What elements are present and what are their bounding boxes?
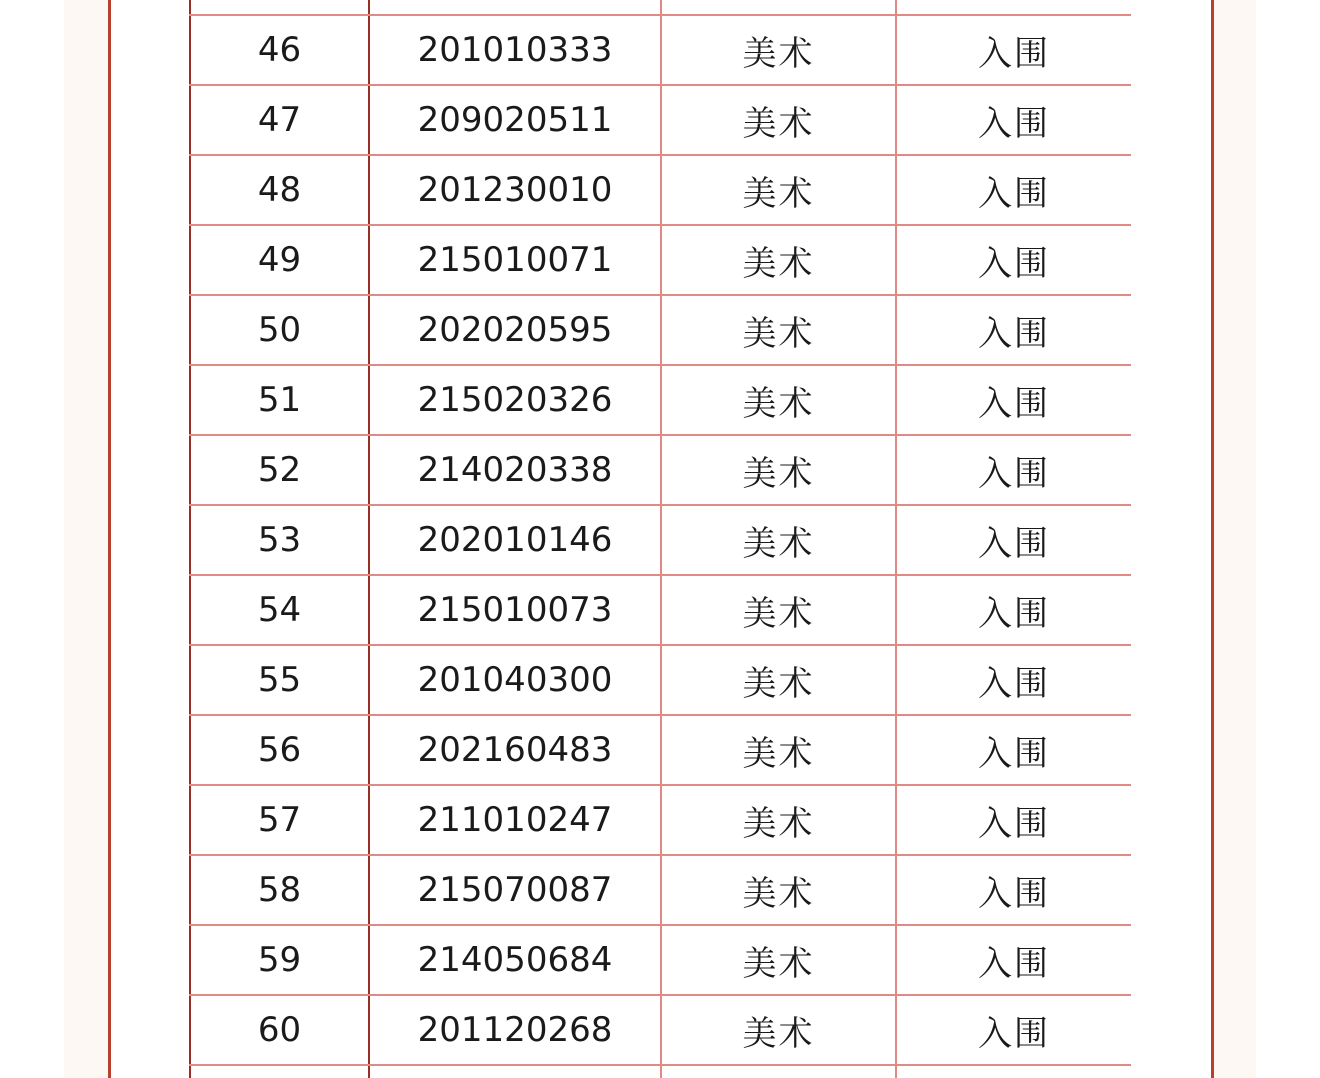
row-number-cell: 56 <box>190 715 369 785</box>
candidate-id-cell: 215020326 <box>369 365 661 435</box>
result-cell: 入围 <box>896 925 1131 995</box>
table-row <box>190 225 1131 295</box>
result-cell: 入围 <box>896 225 1131 295</box>
result-cell: 入围 <box>896 785 1131 855</box>
candidate-id-cell: 201120268 <box>369 995 661 1065</box>
subject-cell: 美术 <box>661 785 896 855</box>
subject-cell: 美术 <box>661 225 896 295</box>
table-row <box>190 85 1131 155</box>
table-row <box>190 295 1131 365</box>
candidate-id-cell <box>369 0 661 15</box>
row-number-cell: 46 <box>190 15 369 85</box>
row-number-cell: 53 <box>190 505 369 575</box>
row-number-cell: 52 <box>190 435 369 505</box>
result-cell: 入围 <box>896 855 1131 925</box>
candidate-id-cell: 201010333 <box>369 15 661 85</box>
table-row <box>190 785 1131 855</box>
candidate-id-cell: 201040300 <box>369 645 661 715</box>
results-table-body <box>190 0 1131 1078</box>
table-row <box>190 15 1131 85</box>
result-cell: 入围 <box>896 15 1131 85</box>
result-cell: 入围 <box>896 645 1131 715</box>
candidate-id-cell: 215070087 <box>369 855 661 925</box>
table-row <box>190 995 1131 1065</box>
results-table <box>189 0 1131 1078</box>
result-cell: 入围 <box>896 995 1131 1065</box>
subject-cell: 美术 <box>661 715 896 785</box>
table-row <box>190 505 1131 575</box>
row-number-cell: 60 <box>190 995 369 1065</box>
result-cell <box>896 1065 1131 1078</box>
result-cell: 入围 <box>896 295 1131 365</box>
row-number-cell <box>190 0 369 15</box>
subject-cell: 美术 <box>661 925 896 995</box>
result-cell: 入围 <box>896 505 1131 575</box>
subject-cell: 美术 <box>661 575 896 645</box>
results-table-container <box>189 0 1131 1078</box>
row-number-cell: 47 <box>190 85 369 155</box>
row-number-cell: 49 <box>190 225 369 295</box>
row-number-cell: 59 <box>190 925 369 995</box>
result-cell: 入围 <box>896 715 1131 785</box>
subject-cell: 美术 <box>661 995 896 1065</box>
table-row <box>190 0 1131 15</box>
result-cell: 入围 <box>896 155 1131 225</box>
table-row <box>190 575 1131 645</box>
row-number-cell: 51 <box>190 365 369 435</box>
candidate-id-cell: 209020511 <box>369 85 661 155</box>
result-cell: 入围 <box>896 575 1131 645</box>
result-cell: 入围 <box>896 435 1131 505</box>
candidate-id-cell: 214020338 <box>369 435 661 505</box>
row-number-cell: 50 <box>190 295 369 365</box>
subject-cell: 美术 <box>661 295 896 365</box>
candidate-id-cell: 215010071 <box>369 225 661 295</box>
candidate-id-cell: 202160483 <box>369 715 661 785</box>
table-row <box>190 645 1131 715</box>
result-cell <box>896 0 1131 15</box>
subject-cell: 美术 <box>661 155 896 225</box>
candidate-id-cell: 202020595 <box>369 295 661 365</box>
candidate-id-cell: 214050684 <box>369 925 661 995</box>
candidate-id-cell <box>369 1065 661 1078</box>
table-row <box>190 925 1131 995</box>
table-row <box>190 435 1131 505</box>
row-number-cell: 54 <box>190 575 369 645</box>
result-cell: 入围 <box>896 365 1131 435</box>
row-number-cell <box>190 1065 369 1078</box>
table-row <box>190 1065 1131 1078</box>
subject-cell: 美术 <box>661 855 896 925</box>
candidate-id-cell: 215010073 <box>369 575 661 645</box>
subject-cell: 美术 <box>661 365 896 435</box>
table-row <box>190 365 1131 435</box>
table-row <box>190 715 1131 785</box>
row-number-cell: 48 <box>190 155 369 225</box>
result-cell: 入围 <box>896 85 1131 155</box>
row-number-cell: 55 <box>190 645 369 715</box>
subject-cell: 美术 <box>661 505 896 575</box>
subject-cell: 美术 <box>661 85 896 155</box>
subject-cell <box>661 0 896 15</box>
table-row <box>190 155 1131 225</box>
candidate-id-cell: 202010146 <box>369 505 661 575</box>
subject-cell: 美术 <box>661 645 896 715</box>
table-row <box>190 855 1131 925</box>
candidate-id-cell: 211010247 <box>369 785 661 855</box>
row-number-cell: 57 <box>190 785 369 855</box>
subject-cell: 美术 <box>661 435 896 505</box>
subject-cell <box>661 1065 896 1078</box>
row-number-cell: 58 <box>190 855 369 925</box>
subject-cell: 美术 <box>661 15 896 85</box>
candidate-id-cell: 201230010 <box>369 155 661 225</box>
